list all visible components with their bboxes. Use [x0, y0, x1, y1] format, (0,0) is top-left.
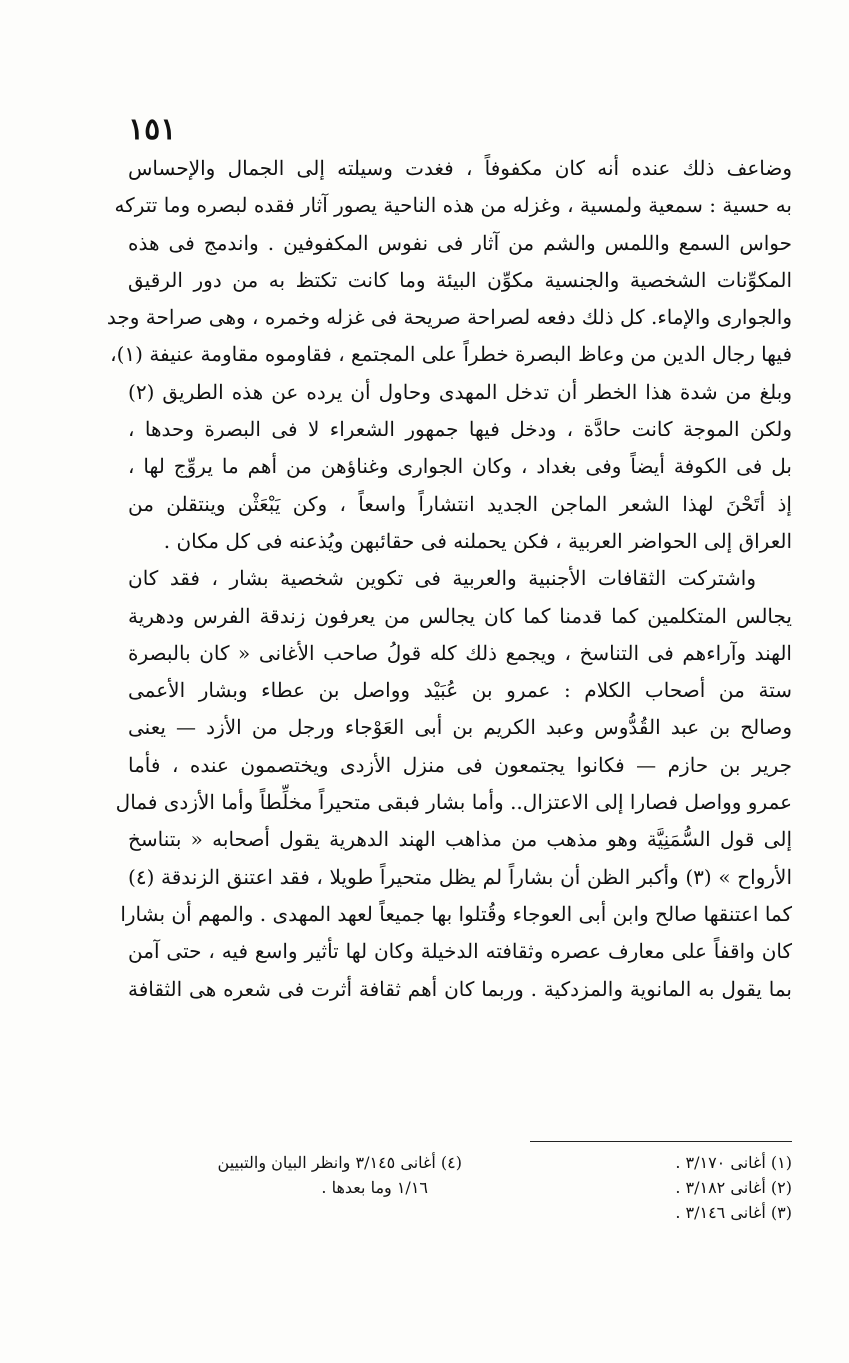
text-line: فيها رجال الدين من وعاظ البصرة خطراً على المجتمع ، فقاوموه مقاومة عنيفة (١)،: [110, 342, 792, 367]
text-line: بما يقول به المانوية والمزدكية . وربما كان أهم ثقافة أثرت فى شعره هى الثقافة: [128, 976, 792, 1001]
text-line: وصالح بن عبد القُدُّوس وعبد الكريم بن أبى العَوْجاء ورجل من الأزد — يعنى: [128, 715, 792, 740]
text-line: إذ أتَحْنَ لهذا الشعر الماجن الجديد انتشاراً واسعاً ، وكن يَبْعَثْن وينتقلن من: [128, 491, 792, 516]
paragraph-start-line: واشتركت الثقافات الأجنبية والعربية فى تكوين شخصية بشار ، فقد كان: [128, 566, 756, 591]
page-number: ١٥١: [128, 112, 177, 147]
text-line: ستة من أصحاب الكلام : عمرو بن عُبَيْد وواصل بن عطاء وبشار الأعمى: [128, 678, 792, 703]
text-line: الأرواح » (٣) وأكبر الظن أن بشاراً لم يظل متحيراً طويلا ، فقد اعتنق الزندقة (٤): [128, 864, 793, 889]
footnote: (١) أغانى ٣/١٧٠ .: [675, 1153, 792, 1172]
text-line: به حسية : سمعية ولمسية ، وغزله من هذه الناحية يصور آثار فقده لبصره وما تتركه: [114, 193, 792, 218]
text-line: بل فى الكوفة أيضاً وفى بغداد ، وكان الجوارى وغناؤهن من أهم ما يروِّج لها ،: [128, 454, 792, 479]
text-line: حواس السمع واللمس والشم من آثار فى نفوس المكفوفين . واندمج فى هذه: [128, 230, 792, 255]
text-line: وضاعف ذلك عنده أنه كان مكفوفاً ، فغدت وسيلته إلى الجمال والإحساس: [128, 156, 792, 180]
text-line: إلى قول السُّمَنِيَّة وهو مذهب من مذاهب الهند الدهرية يقول أصحابه « بتناسخ: [128, 827, 792, 852]
text-line: ولكن الموجة كانت حادَّة ، ودخل فيها جمهور الشعراء لا فى البصرة وحدها ،: [128, 417, 792, 442]
text-line: العراق إلى الحواضر العربية ، فكن يحملنه فى حقائبهن ويُذعنه فى كل مكان .: [163, 528, 792, 553]
text-line: المكوِّنات الشخصية والجنسية مكوِّن البيئة وما كانت تكتظ به من دور الرقيق: [128, 267, 792, 292]
text-line: كان واقفاً على معارف عصره وثقافته الدخيلة وكان لها تأثير واسع فيه ، حتى آمن: [128, 939, 792, 964]
footnote-separator: [530, 1141, 792, 1142]
text-line: جرير بن حازم — فكانوا يجتمعون فى منزل الأزدى ويختصمون عنده ، فأما: [128, 752, 792, 777]
footnote: (٣) أغانى ٣/١٤٦ .: [675, 1203, 792, 1222]
footnote-column-right: [592, 1150, 792, 1225]
footnote-continuation: ١/١٦ وما بعدها .: [321, 1178, 428, 1197]
footnote: (٢) أغانى ٣/١٨٢ .: [675, 1178, 792, 1197]
text-line: الهند وآراءهم فى التناسخ ، ويجمع ذلك كله قولُ صاحب الأغانى « كان بالبصرة: [128, 640, 792, 665]
text-line: وبلغ من شدة هذا الخطر أن تدخل المهدى وحاول أن يرده عن هذه الطريق (٢): [128, 379, 792, 404]
text-line: يجالس المتكلمين كما قدمنا كما كان يجالس من يعرفون زندقة الفرس ودهرية: [128, 603, 792, 628]
footnote-column-left: [128, 1150, 462, 1200]
text-line: عمرو وواصل فصارا إلى الاعتزال.. وأما بشار فبقى متحيراً مخلِّطاً وأما الأزدى فمال: [115, 790, 792, 815]
footnote: (٤) أغانى ٣/١٤٥ وانظر البيان والتبيين: [217, 1153, 462, 1172]
text-line: والجوارى والإماء. كل ذلك دفعه لصراحة صريحة فى غزله وخمره ، وهى صراحة وجد: [106, 305, 792, 330]
body-text: [106, 150, 793, 1008]
text-line: كما اعتنقها صالح وابن أبى العوجاء وقُتلوا بها جميعاً لعهد المهدى . والمهم أن بشارا: [120, 901, 792, 926]
